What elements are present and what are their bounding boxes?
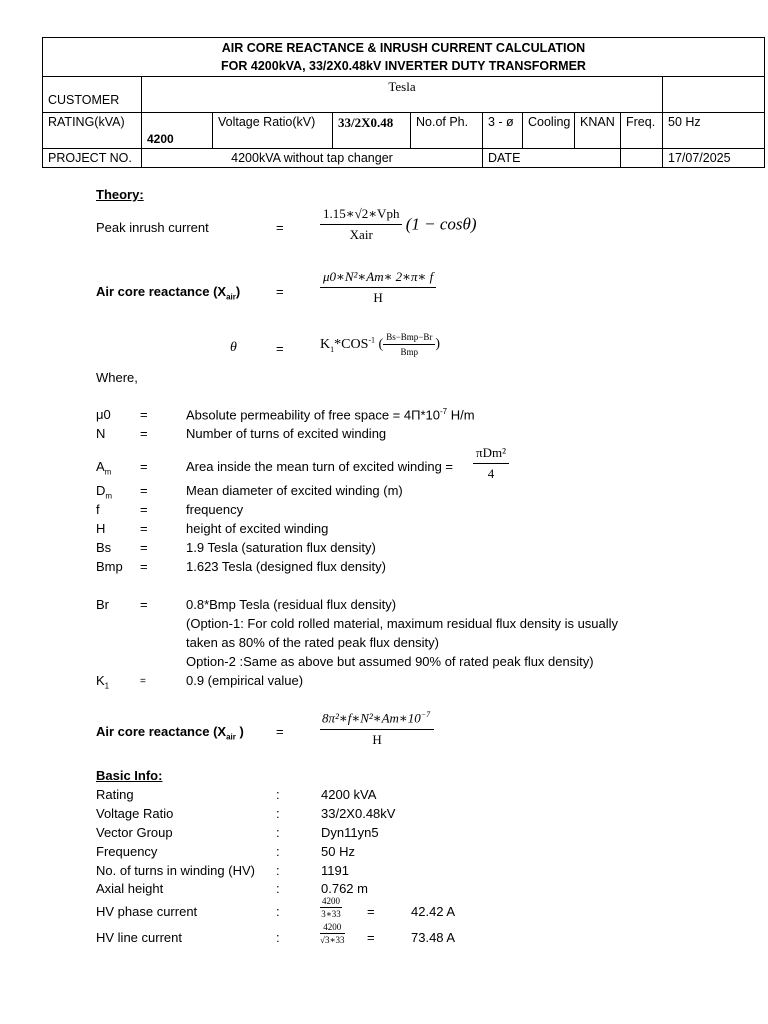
project-value: 4200kVA without tap changer: [142, 149, 483, 168]
info-label: Frequency: [96, 844, 158, 859]
basic-info-heading: Basic Info:: [96, 768, 163, 783]
colon: :: [276, 881, 280, 896]
def-symbol: N: [96, 426, 106, 441]
colon: :: [276, 844, 280, 859]
voltage-ratio-label: Voltage Ratio(kV): [213, 113, 333, 149]
blank-cell: [663, 77, 765, 113]
info-label: Axial height: [96, 881, 164, 896]
theory-heading: Theory:: [96, 187, 144, 202]
def-description: frequency: [186, 502, 244, 517]
equals-sign: =: [276, 220, 284, 235]
def-symbol: $A_m$: [96, 459, 112, 477]
info-label: Rating: [96, 787, 134, 802]
equals-sign: =: [140, 521, 148, 536]
info-value: 1191: [321, 863, 349, 878]
info-value: 0.762 m: [321, 881, 368, 896]
equals-sign: =: [367, 930, 375, 945]
cooling-value: KNAN: [575, 113, 621, 149]
date-label: DATE: [483, 149, 621, 168]
hv-line-value: 73.48 A: [411, 930, 456, 945]
cooling-label: Cooling: [523, 113, 575, 149]
br-line: Option-2 :Same as above but assumed 90% of rated peak flux density): [186, 654, 594, 669]
def-symbol: Bs: [96, 540, 112, 555]
rating-value: 4200: [142, 113, 213, 149]
colon: :: [276, 904, 280, 919]
equals-sign: =: [276, 341, 284, 356]
date-value: 17/07/2025: [663, 149, 765, 168]
rating-label: RATING(kVA): [43, 113, 142, 149]
info-label: HV phase current: [96, 904, 198, 919]
info-label: Voltage Ratio: [96, 806, 174, 821]
equals-sign: =: [140, 559, 148, 574]
equals-sign: =: [276, 284, 284, 299]
phases-label: No.of Ph.: [411, 113, 483, 149]
def-symbol: H: [96, 521, 106, 536]
def-description: height of excited winding: [186, 521, 329, 536]
peak-inrush-label: Peak inrush current: [96, 220, 209, 235]
colon: :: [276, 825, 280, 840]
freq-label: Freq.: [621, 113, 663, 149]
br-line: 0.8*Bmp Tesla (residual flux density): [186, 597, 397, 612]
theta-formula: $K_1*COS^{-1}$ ( $\frac{\text{Bs−Bmp−Br}}{\text{Bmp}}$ ): [320, 332, 441, 357]
area-fraction: $\frac{\text{πDm²}}{4}$: [473, 445, 509, 482]
def-symbol: Bmp: [96, 559, 123, 574]
equals-sign: =: [276, 724, 284, 739]
freq-value: 50 Hz: [663, 113, 765, 149]
colon: :: [276, 930, 280, 945]
def-description: Absolute permeability of free space = $4\Pi*10^{-7}$ H/m: [186, 407, 475, 423]
header-table: [42, 37, 765, 168]
def-symbol: $K_1$: [96, 673, 110, 691]
def-symbol: μ0: [96, 407, 111, 422]
hv-line-fraction: $\frac{4200}{√3∗33}$: [320, 922, 345, 945]
info-label: Vector Group: [96, 825, 173, 840]
info-value: 50 Hz: [321, 844, 355, 859]
peak-inrush-formula: $\frac{\text{1.15∗√2∗Vph}}{\text{Xair}}$ (1 − cosθ): [320, 206, 477, 243]
theta-symbol: θ: [230, 340, 237, 355]
def-symbol: $D_m$: [96, 483, 113, 501]
colon: :: [276, 863, 280, 878]
colon: :: [276, 787, 280, 802]
equals-sign: =: [140, 459, 148, 474]
br-line: (Option-1: For cold rolled material, maximum residual flux density is usually: [186, 616, 619, 631]
air-core-formula-2: $\frac{8\pi^2∗f∗N^2∗Am∗10^{-7}}{H}$: [320, 710, 434, 748]
def-description: 1.9 Tesla (saturation flux density): [186, 540, 376, 555]
def-description: Mean diameter of excited winding (m): [186, 483, 403, 498]
blank-cell: [621, 149, 663, 168]
def-symbol: f: [96, 502, 100, 517]
air-core-label-2: Air core reactance ($X_{air}$ ): [96, 724, 244, 742]
def-description: 0.9 (empirical value): [186, 673, 304, 688]
equals-sign: =: [140, 483, 148, 498]
br-line: taken as 80% of the rated peak flux density): [186, 635, 439, 650]
info-label: HV line current: [96, 930, 182, 945]
equals-sign: =: [140, 407, 148, 422]
document-title: AIR CORE REACTANCE & INRUSH CURRENT CALCULATION FOR 4200kVA, 33/2X0.48kV INVERTER DUTY TRANSFORMER: [43, 38, 765, 77]
def-description: Number of turns of excited winding: [186, 426, 387, 441]
voltage-ratio-value: 33/2X0.48: [333, 113, 411, 149]
phases-value: 3 - ø: [483, 113, 523, 149]
equals-sign: =: [367, 904, 375, 919]
hv-phase-fraction: $\frac{4200}{3∗33}$: [321, 896, 341, 919]
colon: :: [276, 806, 280, 821]
air-core-label: Air core reactance $(X_{air})$: [96, 284, 241, 302]
info-value: 33/2X0.48kV: [321, 806, 396, 821]
info-label: No. of turns in winding (HV): [96, 863, 255, 878]
equals-sign: =: [140, 502, 148, 517]
info-value: 4200 kVA: [321, 787, 377, 802]
def-description: 1.623 Tesla (designed flux density): [186, 559, 386, 574]
customer-value: Tesla: [142, 77, 663, 113]
equals-sign: =: [140, 597, 148, 612]
customer-label: CUSTOMER: [43, 77, 142, 113]
equals-sign: =: [140, 676, 146, 687]
equals-sign: =: [140, 426, 148, 441]
equals-sign: =: [140, 540, 148, 555]
hv-phase-value: 42.42 A: [411, 904, 456, 919]
air-core-formula: $\frac{\text{μ0∗N²∗Am∗ 2∗π∗ f}}{H}$: [320, 269, 436, 306]
def-description: Area inside the mean turn of excited winding =: [186, 459, 454, 474]
info-value: Dyn11yn5: [321, 825, 379, 840]
project-label: PROJECT NO.: [43, 149, 142, 168]
def-symbol: Br: [96, 597, 109, 612]
where-label: Where,: [96, 370, 138, 385]
